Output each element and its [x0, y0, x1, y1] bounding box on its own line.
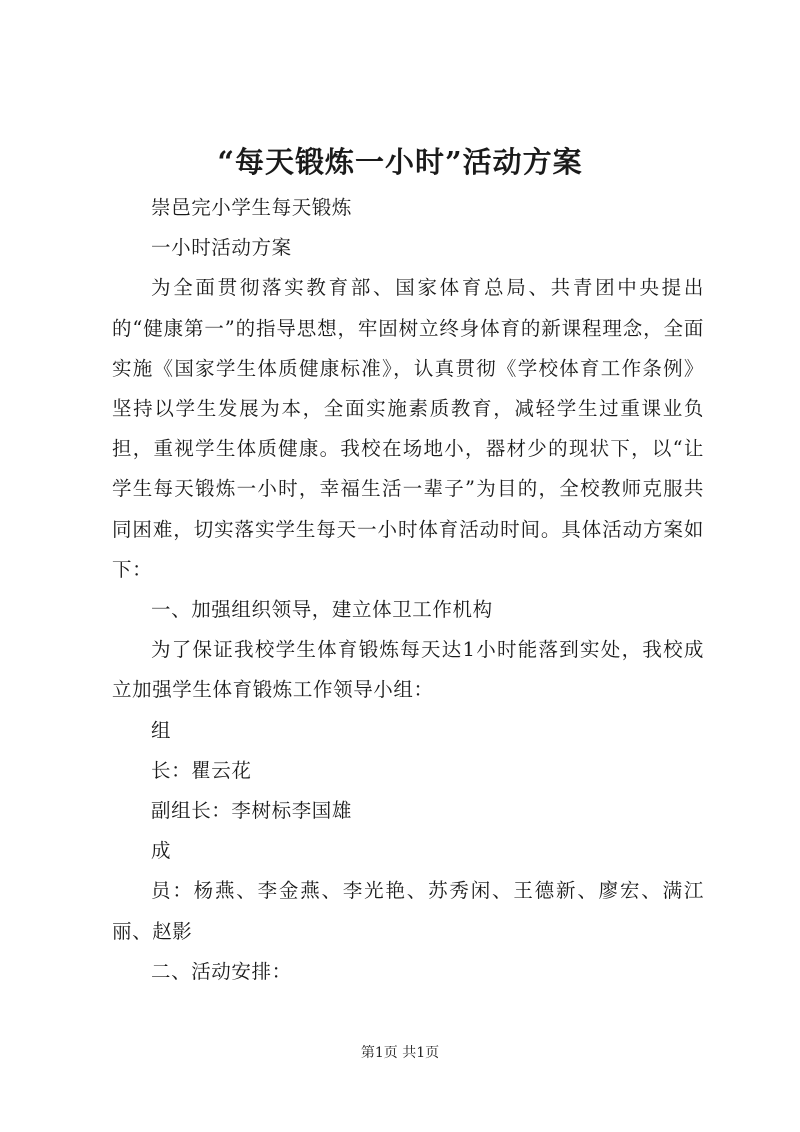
members-label-line: 成	[151, 839, 172, 863]
group-leader-line: 长：瞿云花	[151, 758, 252, 782]
page-footer: 第1页 共1页	[360, 1045, 440, 1061]
intro-paragraph: 为全面贯彻落实教育部、国家体育总局、共青团中央提出的“健康第一”的指导思想，牢固树立终身体育的新课程理念，全面实施《国家学生体质健康标准》，认真贯彻《学校体育工作条例》坚持以学生发展为本，全面实施素质教育，减轻学生过重课业负担，重视学生体质健康。我校在场地小，器材少的现状下，以“让学生每天锻炼一小时，幸福生活一辈子”为目的，全校教师克服共同困难，切实落实学生每天一小时体育活动时间。具体活动方案如下：	[112, 276, 704, 581]
document-body	[112, 188, 704, 992]
members-list-paragraph: 员：杨燕、李金燕、李光艳、苏秀闲、王德新、廖宏、满江丽、赵影	[112, 879, 704, 943]
document-title: “每天锻炼一小时”活动方案	[217, 145, 583, 179]
section-1-paragraph: 为了保证我校学生体育锻炼每天达1小时能落到实处，我校成立加强学生体育锻炼工作领导小组：	[112, 638, 704, 702]
subtitle-line-1: 崇邑完小学生每天锻炼	[151, 196, 353, 219]
group-label-line: 组	[151, 718, 172, 742]
subtitle-line-2: 一小时活动方案	[151, 236, 292, 260]
deputy-leader-line: 副组长：李树标李国雄	[151, 799, 353, 823]
section-heading-2: 二、活动安排：	[151, 959, 292, 983]
section-heading-1: 一、加强组织领导，建立体卫工作机构	[151, 598, 493, 622]
